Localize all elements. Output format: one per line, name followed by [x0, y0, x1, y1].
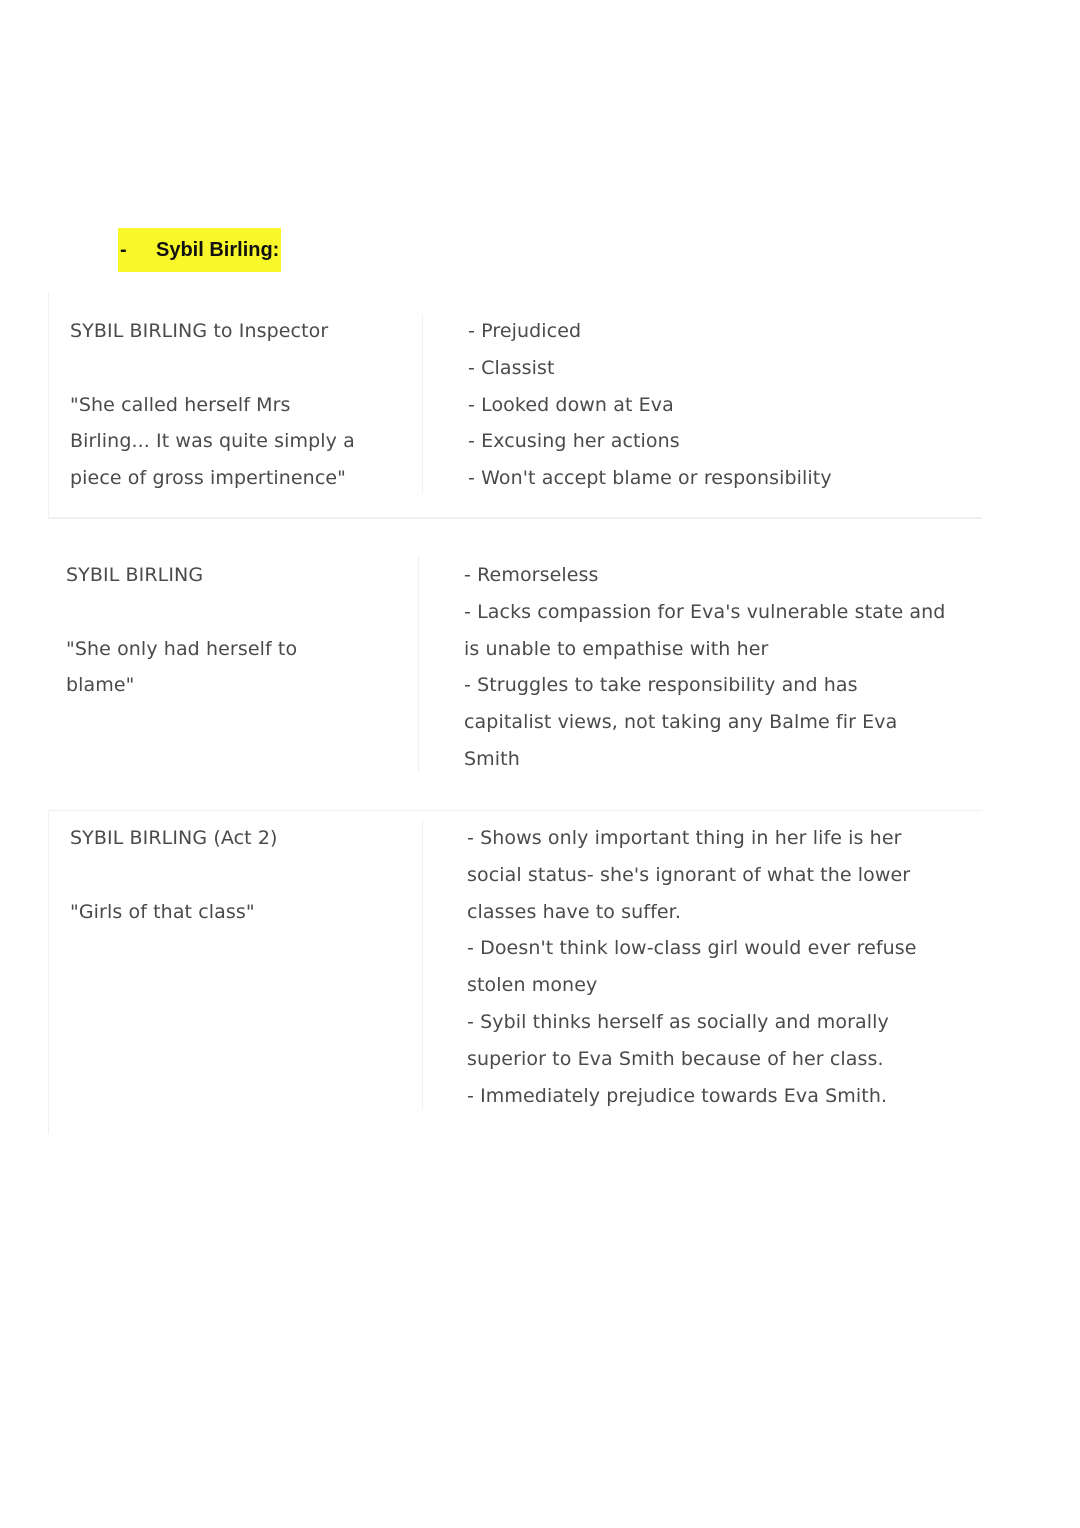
quote-line: "Girls of that class" — [70, 900, 255, 923]
analysis-line: capitalist views, not taking any Balme fir Eva — [464, 711, 898, 734]
analysis-line: - Struggles to take responsibility and has — [464, 674, 858, 697]
analysis-line: stolen money — [467, 974, 598, 997]
quote-line: "She called herself Mrs — [70, 393, 291, 416]
section-heading — [118, 228, 281, 272]
row-2-column-divider — [418, 556, 419, 772]
analysis-line: - Immediately prejudice towards Eva Smith. — [467, 1084, 888, 1107]
heading-bullet: - — [120, 239, 127, 261]
row-3-column-divider — [422, 820, 423, 1110]
analysis-line: social status- she's ignorant of what the lower — [467, 863, 911, 886]
row-1-left-cell — [70, 313, 390, 497]
quote-line: piece of gross impertinence" — [70, 467, 346, 490]
row-2-divider — [48, 810, 982, 811]
quote-line: blame" — [66, 674, 135, 697]
analysis-line: is unable to empathise with her — [464, 637, 769, 660]
row-1-left-edge — [48, 292, 49, 518]
analysis-line: superior to Eva Smith because of her class. — [467, 1047, 884, 1070]
quote-line: "She only had herself to — [66, 637, 298, 660]
row-3-right-cell — [467, 820, 982, 1114]
speaker-label: SYBIL BIRLING (Act 2) — [70, 827, 278, 849]
analysis-line: - Sybil thinks herself as socially and morally — [467, 1010, 889, 1033]
heading-title: Sybil Birling: — [156, 239, 280, 261]
row-3-left-edge — [48, 812, 49, 1134]
row-2-left-cell — [66, 557, 386, 704]
analysis-line: - Won't accept blame or responsibility — [468, 467, 832, 490]
analysis-line: Smith — [464, 747, 520, 770]
row-1-right-cell — [468, 313, 983, 497]
row-1-divider — [48, 517, 982, 519]
analysis-line: - Remorseless — [464, 564, 599, 586]
analysis-line: - Prejudiced — [468, 320, 582, 342]
speaker-label: SYBIL BIRLING — [66, 564, 204, 586]
analysis-line: - Shows only important thing in her life is her — [467, 827, 902, 849]
row-1-column-divider — [422, 314, 423, 494]
analysis-line: - Lacks compassion for Eva's vulnerable state and — [464, 600, 946, 623]
analysis-line: classes have to suffer. — [467, 900, 681, 923]
row-2-right-cell — [464, 557, 979, 778]
analysis-line: - Doesn't think low-class girl would ever refuse — [467, 937, 917, 960]
speaker-label: SYBIL BIRLING to Inspector — [70, 320, 329, 342]
analysis-line: - Classist — [468, 356, 555, 379]
quote-line: Birling... It was quite simply a — [70, 430, 355, 453]
analysis-line: - Looked down at Eva — [468, 393, 674, 416]
analysis-line: - Excusing her actions — [468, 430, 680, 453]
row-3-left-cell — [70, 820, 390, 930]
